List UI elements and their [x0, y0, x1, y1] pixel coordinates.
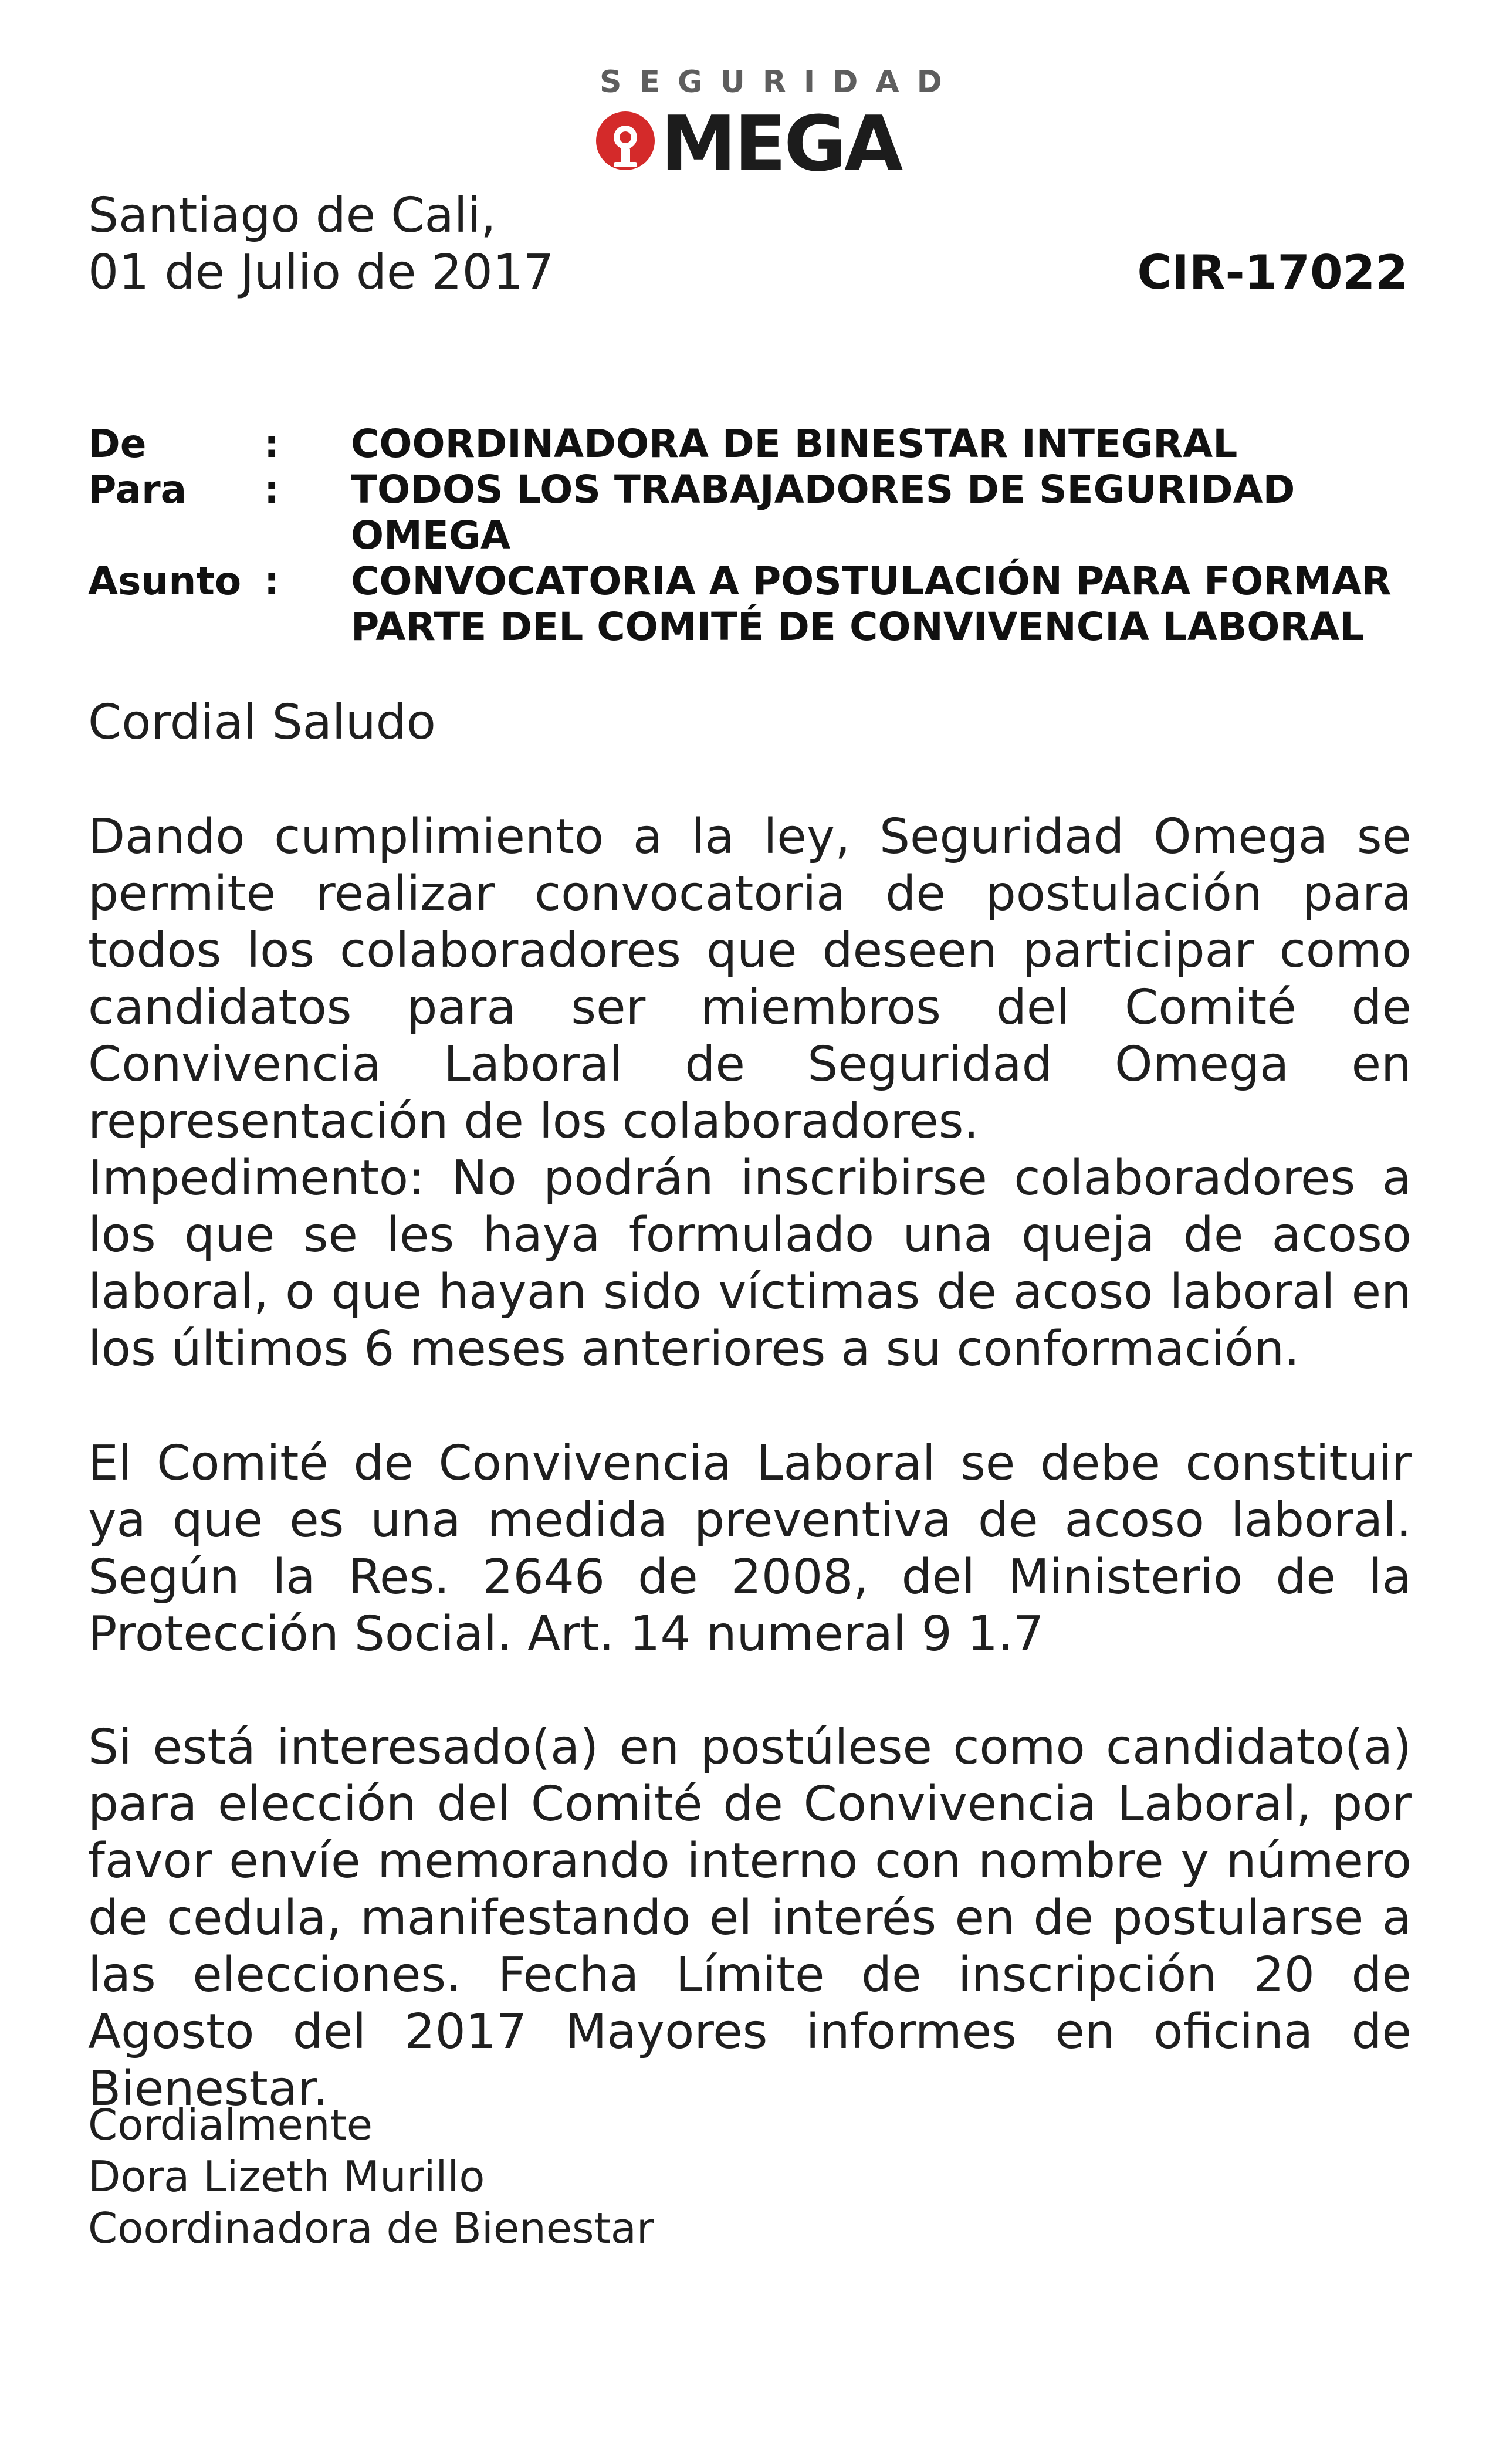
header-row-from: [88, 421, 1414, 467]
company-logo: [593, 65, 960, 188]
reference-number: CIR-17022: [1137, 245, 1408, 300]
body-paragraph-3: El Comité de Convivencia Laboral se debe constituir ya que es una medida preventiva de acoso laboral. Según la Res. 2646 de 2008, del Ministerio de la Protección Social. Art. 14 numeral 9 1.7: [88, 1436, 1412, 1662]
body-paragraph-2: Impedimento: No podrán inscribirse colaboradores a los que se les haya formulado una queja de acoso laboral, o que hayan sido víctimas de acoso laboral en los últimos 6 meses anteriores a su conformación.: [88, 1150, 1412, 1377]
subject-line-2: PARTE DEL COMITÉ DE CONVIVENCIA LABORAL: [351, 604, 1365, 649]
signature-block: [88, 2099, 654, 2254]
signer-name: Dora Lizeth Murillo: [88, 2152, 485, 2201]
logo-wordmark: MEGA: [661, 99, 901, 188]
from-colon: :: [264, 421, 280, 466]
from-value: COORDINADORA DE BINESTAR INTEGRAL: [351, 421, 1238, 466]
signer-title: Coordinadora de Bienestar: [88, 2204, 654, 2253]
body-paragraph-4: Si está interesado(a) en postúlese como candidato(a) para elección del Comité de Convivencia Laboral, por favor envíe memorando interno con nombre y número de cedula, manifestando el interés en de postularse a las elecciones. Fecha Límite de inscripción 20 de Agosto del 2017 Mayores informes en oficina de Bienestar.: [88, 1720, 1412, 2117]
to-label: Para: [88, 467, 187, 512]
body-paragraph-1: Dando cumplimiento a la ley, Seguridad Omega se permite realizar convocatoria de postulación para todos los colaboradores que deseen participar como candidatos para ser miembros del Comité de Convivencia Laboral de Seguridad Omega en representación de los colaboradores.: [88, 809, 1412, 1149]
subject-colon: :: [264, 559, 280, 604]
memo-header: [88, 421, 1414, 650]
header-row-subject: [88, 559, 1414, 650]
from-label: De: [88, 421, 147, 466]
subject-line-1: CONVOCATORIA A POSTULACIÓN PARA FORMAR: [351, 559, 1392, 604]
subject-label: Asunto: [88, 559, 242, 604]
header-row-to: [88, 467, 1414, 559]
subject-value: [351, 559, 1413, 650]
to-value: TODOS LOS TRABAJADORES DE SEGURIDAD OMEGA: [351, 467, 1295, 558]
letter-date: 01 de Julio de 2017: [88, 245, 554, 300]
omega-location-pin-icon: [593, 110, 658, 176]
to-colon: :: [264, 467, 280, 512]
letter-place: Santiago de Cali,: [88, 188, 496, 243]
logo-top-text: SEGURIDAD: [600, 65, 960, 100]
closing-salutation: Cordialmente: [88, 2100, 373, 2150]
greeting: Cordial Saludo: [88, 695, 436, 750]
